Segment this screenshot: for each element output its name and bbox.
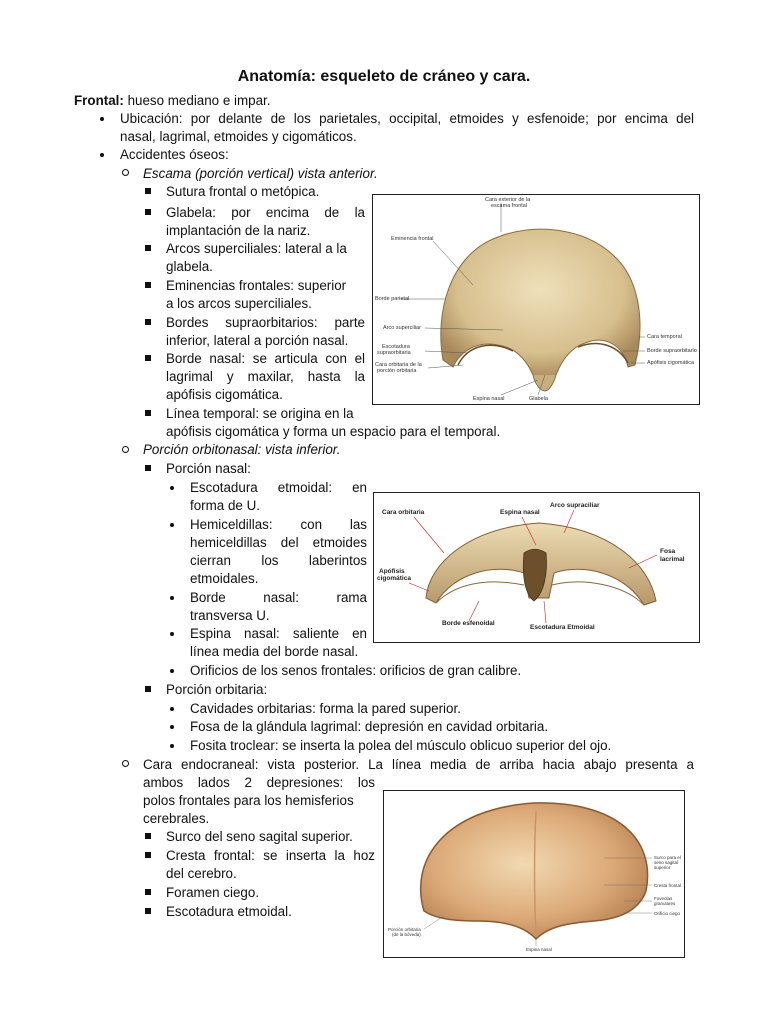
bullet-dot [170, 523, 174, 527]
bullet-dot [170, 725, 174, 729]
escama-item: implantación de la nariz. [166, 223, 311, 238]
bullet-dot [170, 669, 174, 673]
bullet-square [145, 355, 151, 361]
endo-item: Surco del seno sagital superior. [166, 829, 353, 844]
frontal-definition [74, 92, 271, 110]
fig2-label: Fosa [660, 548, 676, 555]
endo-item: Foramen ciego. [166, 885, 260, 900]
bullet-dot [100, 117, 104, 121]
fig1-label: Cara exterior de la [485, 197, 531, 203]
figure-frontal-endocraneal [383, 790, 685, 958]
frontal-label: Frontal: [74, 93, 124, 108]
bullet-square [145, 889, 151, 895]
escama-item: Bordes supraorbitarios: parte [166, 315, 365, 330]
bullet-dot [170, 707, 174, 711]
porcion-orbitaria-label: Porción orbitaria: [166, 682, 268, 697]
fig2-label: Espina nasal [500, 509, 540, 516]
fig1-label: Espina nasal [473, 396, 505, 402]
nasal-item: Espina nasal: saliente en [190, 626, 367, 641]
fig3-label: superior [654, 865, 671, 870]
bullet-dot [170, 596, 174, 600]
fig1-label: Arco superciliar [383, 325, 421, 331]
frontal-bone-anterior-illustration [373, 195, 699, 404]
bullet-square [145, 908, 151, 914]
bullet-circle [122, 760, 129, 767]
bullet-square [145, 209, 151, 215]
fig1-label: Cara temporal [647, 334, 682, 340]
bullet-square [145, 282, 151, 288]
fig1-label: Eminencia frontal [391, 236, 434, 242]
fig1-label: supraorbitaria [377, 350, 411, 356]
escama-item: inferior, lateral a porción nasal. [166, 333, 349, 348]
ubicacion-line-1: Ubicación: por delante de los parietales, occipital, etmoides y esfenoide; por encima del [120, 111, 694, 126]
endocraneal-line-2: ambos lados 2 depresiones: los [143, 775, 375, 790]
escama-item: apófisis cigomática y forma un espacio para el temporal. [166, 424, 501, 439]
fig1-label: Borde supraorbitario [647, 348, 697, 354]
fig1-label: Glabela [529, 396, 548, 402]
figure-frontal-anterior [372, 194, 700, 405]
nasal-item: hemiceldillas del etmoides [190, 535, 367, 550]
bullet-circle [122, 169, 129, 176]
escama-item: Arcos superciliales: lateral a la [166, 241, 347, 256]
nasal-item: etmoidales. [190, 571, 259, 586]
fig2-label: Cara orbitaria [382, 509, 425, 516]
endocraneal-line-4: cerebrales. [143, 811, 210, 826]
fig1-label: escama frontal [491, 203, 528, 209]
escama-item: a los arcos superciliales. [166, 296, 312, 311]
fig3-label: (de la bóveda) [392, 932, 421, 937]
fig3-label: seno sagital [654, 860, 679, 865]
fig2-label: Apófisis [379, 568, 405, 575]
fig1-label: Borde parietal [375, 296, 410, 302]
bullet-square [145, 833, 151, 839]
accidentes-label: Accidentes óseos: [120, 147, 229, 162]
bullet-square [145, 852, 151, 858]
orbitaria-item: Fosita troclear: se inserta la polea del músculo oblicuo superior del ojo. [190, 738, 612, 753]
endo-item: Cresta frontal: se inserta la hoz [166, 848, 375, 863]
fig3-label: Cresta frontal [654, 883, 682, 888]
nasal-item: Escotadura etmoidal: en [190, 480, 367, 495]
nasal-item: cierran los laberintos [190, 553, 367, 568]
fig2-label: Arco supraciliar [550, 502, 600, 509]
escama-item: lagrimal y maxilar, hasta la [166, 369, 365, 384]
nasal-item: Orificios de los senos frontales: orificios de gran calibre. [190, 663, 522, 678]
bullet-square [145, 686, 151, 692]
fig1-label: Cara orbitaria de la [375, 362, 422, 368]
fig2-label: lacrimal [660, 556, 685, 563]
fig2-label: Borde esfenoidal [442, 620, 495, 627]
escama-item: Sutura frontal o metópica. [166, 184, 320, 199]
nasal-item: forma de U. [190, 498, 260, 513]
bullet-square [145, 245, 151, 251]
fig1-label: Apófisis cigomática [647, 360, 695, 366]
endocraneal-line-3: polos frontales para los hemisferios [143, 793, 354, 808]
fig2-label: Escotadura Etmoidal [530, 624, 595, 631]
nasal-item: Hemiceldillas: con las [190, 517, 367, 532]
bullet-circle [122, 446, 129, 453]
escama-item: Línea temporal: se origina en la [166, 406, 354, 421]
bullet-dot [170, 632, 174, 636]
escama-item: glabela. [166, 259, 213, 274]
nasal-item: transversa U. [190, 608, 270, 623]
bullet-square [145, 319, 151, 325]
fig3-label: Espina nasal [526, 947, 552, 952]
endo-item: del cerebro. [166, 866, 237, 881]
bullet-dot [170, 486, 174, 490]
orbitaria-item: Fosa de la glándula lagrimal: depresión en cavidad orbitaria. [190, 719, 549, 734]
fig3-label: Foveolas [654, 896, 673, 901]
fig3-label: Surco para el [654, 855, 681, 860]
escama-item: apófisis cigomática. [166, 387, 283, 402]
frontal-bone-endocranial-illustration [384, 791, 684, 957]
nasal-item: línea media del borde nasal. [190, 644, 359, 659]
fig2-label: cigomática [377, 575, 411, 582]
bullet-dot [100, 153, 104, 157]
endocraneal-line-1: Cara endocraneal: vista posterior. La línea media de arriba hacia abajo presenta a [143, 757, 694, 772]
fig1-label: Escotadura [382, 344, 410, 350]
fig3-label: Porción orbitaria [388, 927, 421, 932]
escama-item: Borde nasal: se articula con el [166, 351, 365, 366]
bullet-square [145, 188, 151, 194]
endo-item: Escotadura etmoidal. [166, 904, 292, 919]
bullet-dot [170, 744, 174, 748]
orbitonasal-header: Porción orbitonasal: vista inferior. [143, 442, 341, 457]
fig3-label: granulares [654, 901, 676, 906]
bullet-square [145, 465, 151, 471]
nasal-item: Borde nasal: rama [190, 590, 367, 605]
page-title: Anatomía: esqueleto de cráneo y cara. [237, 68, 531, 85]
figure-frontal-inferior [373, 492, 700, 643]
fig1-label: porción orbitaria [377, 368, 417, 374]
escama-item: Eminencias frontales: superior [166, 278, 347, 293]
frontal-desc: hueso mediano e impar. [123, 93, 271, 108]
fig3-label: Orificio ciego [654, 911, 681, 916]
bullet-square [145, 410, 151, 416]
escama-item: Glabela: por encima de la [166, 205, 365, 220]
porcion-nasal-label: Porción nasal: [166, 461, 251, 476]
ubicacion-line-2: nasal, lagrimal, etmoides y cigomáticos. [120, 129, 357, 144]
escama-header: Escama (porción vertical) vista anterior. [143, 166, 378, 181]
orbitaria-item: Cavidades orbitarias: forma la pared superior. [190, 701, 461, 716]
